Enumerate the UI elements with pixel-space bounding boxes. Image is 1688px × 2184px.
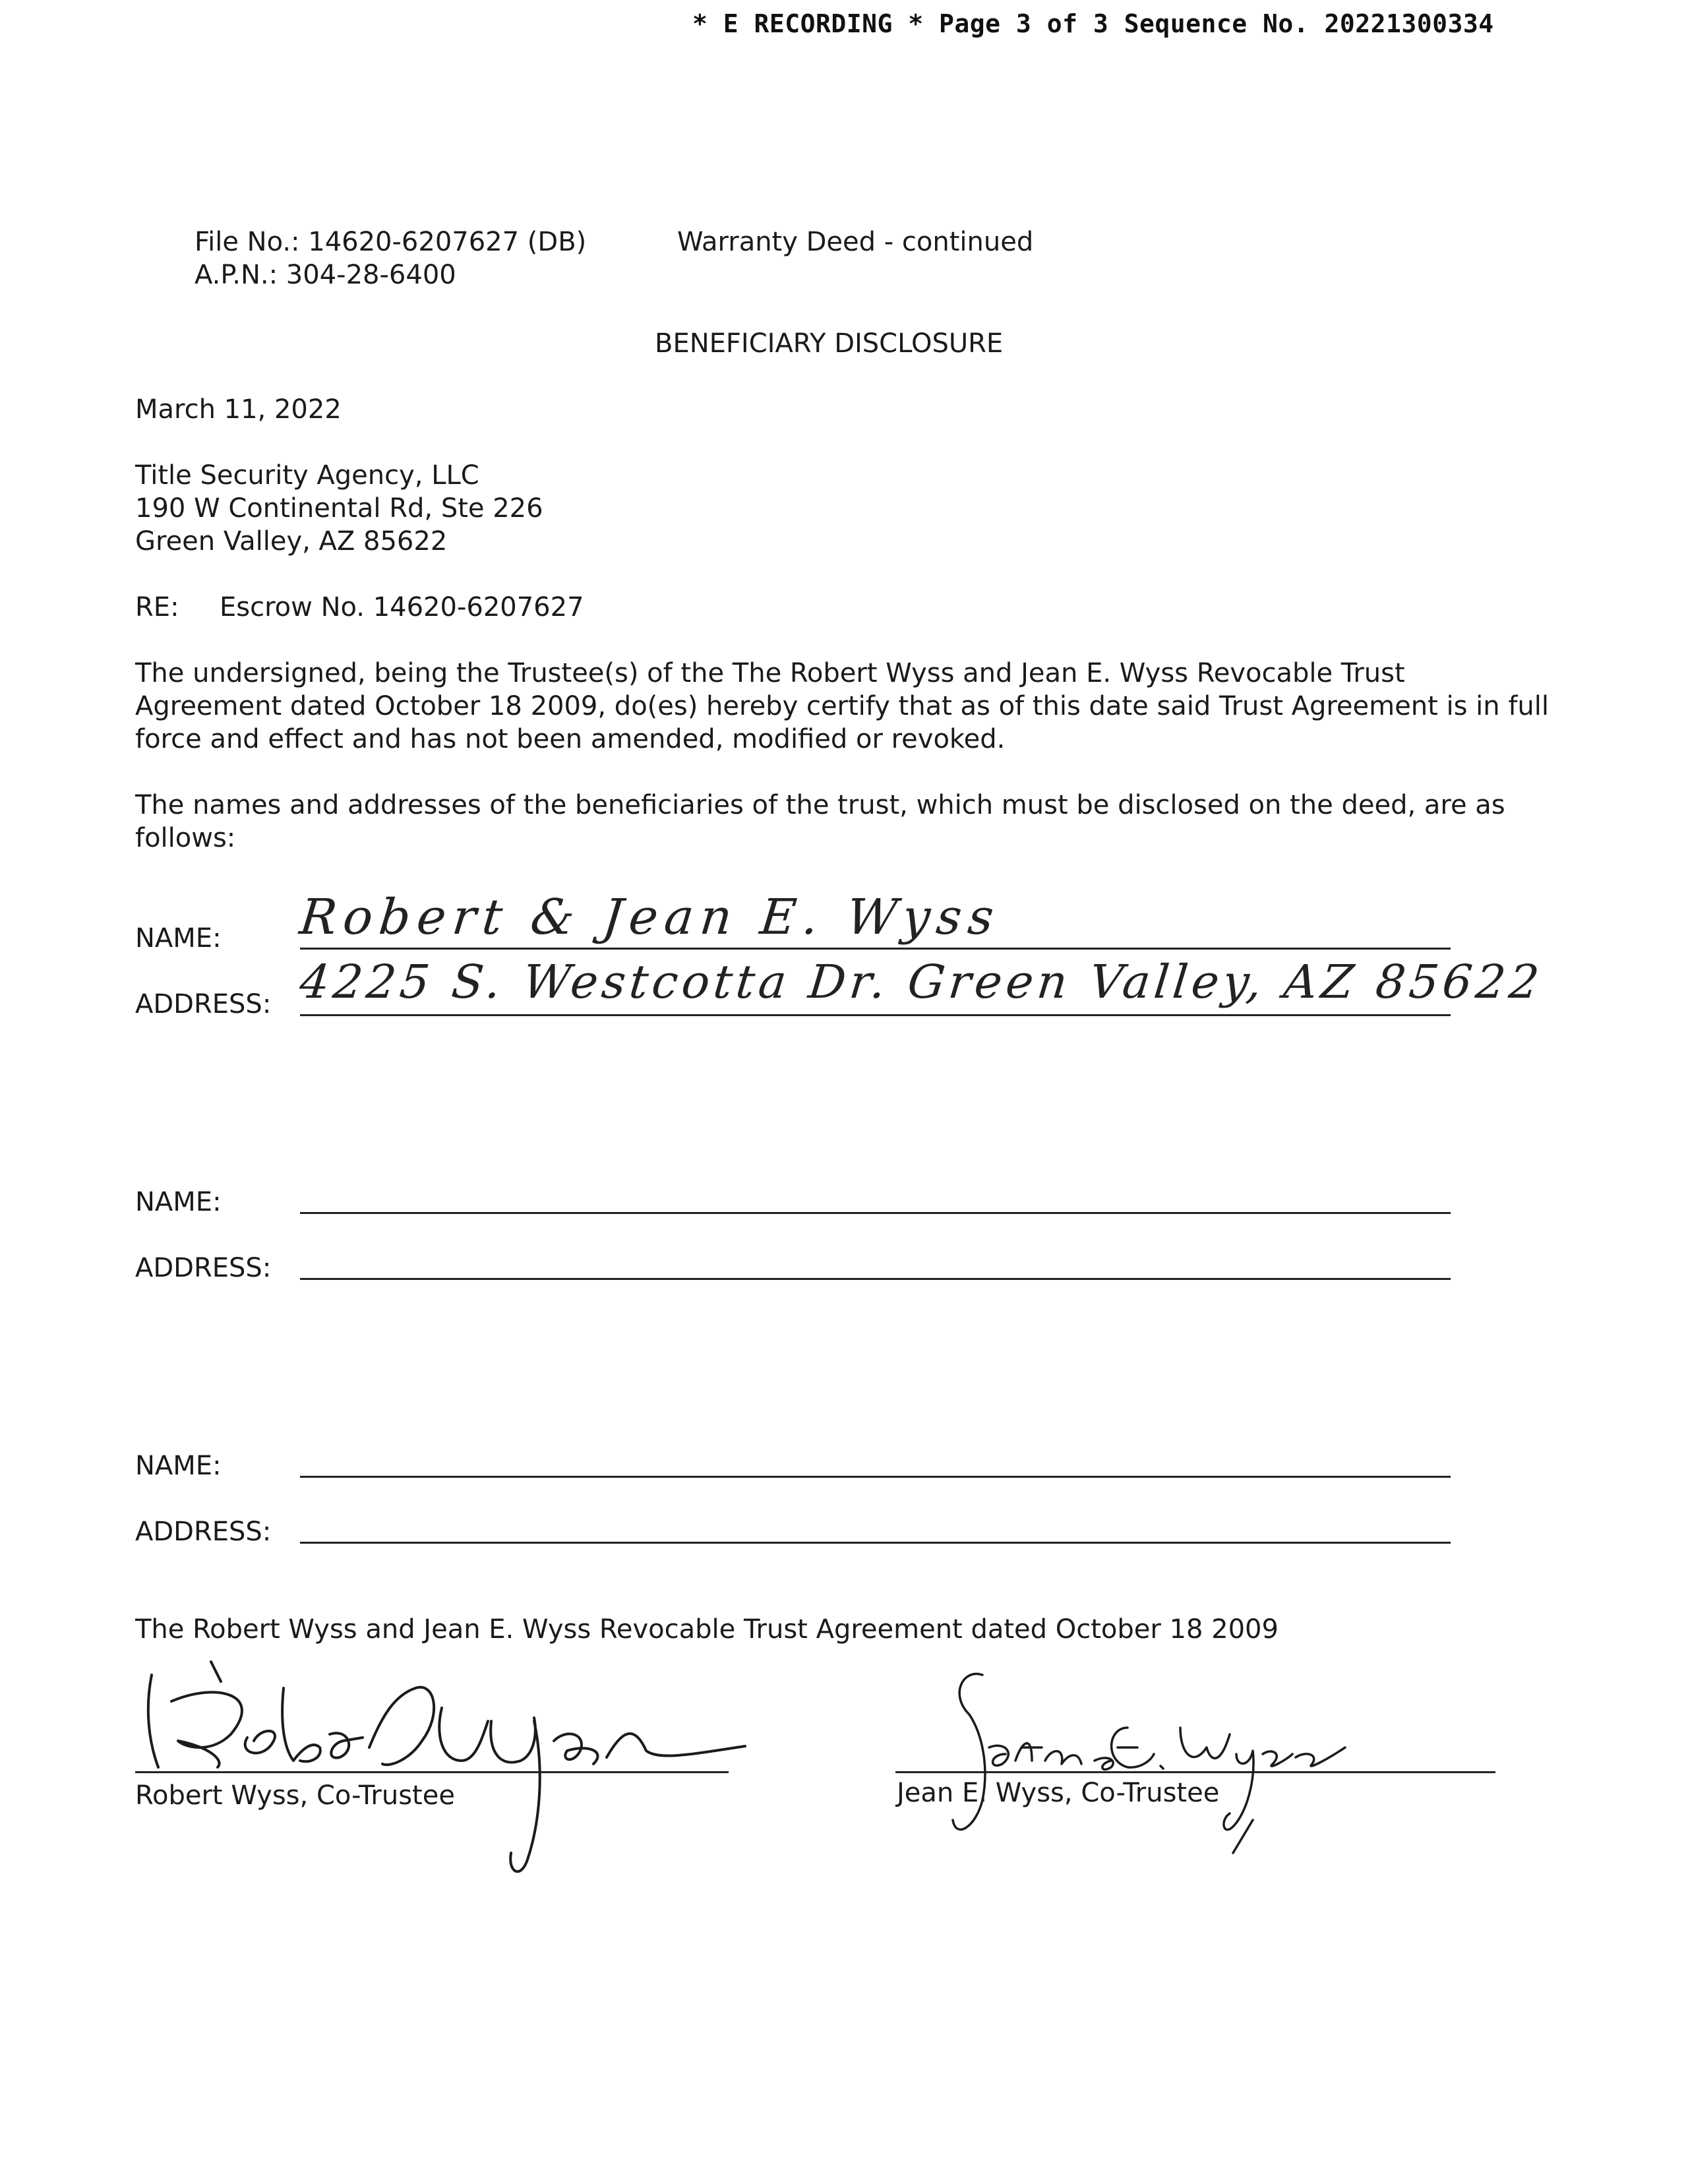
beneficiary-1-name-handwritten: Robert & Jean E. Wyss <box>297 889 1004 946</box>
jean-co-trustee-caption: Jean E. Wyss, Co-Trustee <box>897 1778 1220 1808</box>
disclosure-paragraph: The names and addresses of the beneficiaries of the trust, which must be disclosed on the deed, are as follows: <box>135 790 1505 853</box>
beneficiary-1-name-line <box>300 948 1451 950</box>
jean-wyss-signature <box>890 1655 1352 1860</box>
beneficiary-2-name-label: NAME: <box>135 1187 222 1217</box>
apn-number: A.P.N.: 304-28-6400 <box>195 260 456 290</box>
beneficiary-3-address-line <box>300 1542 1451 1544</box>
trust-name-line: The Robert Wyss and Jean E. Wyss Revocable Trust Agreement dated October 18 2009 <box>135 1614 1279 1645</box>
robert-wyss-signature <box>132 1635 765 1886</box>
document-title: Warranty Deed - continued <box>677 227 1034 257</box>
beneficiary-2-address-line <box>300 1278 1451 1280</box>
beneficiary-1-name-label: NAME: <box>135 923 222 954</box>
addressee-line-3: Green Valley, AZ 85622 <box>135 526 448 557</box>
letter-date: March 11, 2022 <box>135 394 342 425</box>
section-title: BENEFICIARY DISCLOSURE <box>655 328 1004 359</box>
recording-header: * E RECORDING * Page 3 of 3 Sequence No. 20221300334 <box>692 9 1494 38</box>
beneficiary-1-address-handwritten: 4225 S. Westcotta Dr. Green Valley, AZ 85622 <box>297 955 1546 1009</box>
file-number: File No.: 14620-6207627 (DB) <box>195 227 587 257</box>
beneficiary-3-address-label: ADDRESS: <box>135 1517 272 1547</box>
re-label: RE: <box>135 592 179 622</box>
beneficiary-2-name-line <box>300 1212 1451 1214</box>
re-escrow-number: Escrow No. 14620-6207627 <box>220 592 584 622</box>
beneficiary-2-address-label: ADDRESS: <box>135 1253 272 1283</box>
certification-paragraph: The undersigned, being the Trustee(s) of the The Robert Wyss and Jean E. Wyss Revocable Trust Agreement dated October 18 2009, do(es) hereby certify that as of this date said Trust Agreement is in full force and effect and has not been amended, modified or revoked. <box>135 658 1549 754</box>
beneficiary-1-address-label: ADDRESS: <box>135 989 272 1019</box>
addressee-line-2: 190 W Continental Rd, Ste 226 <box>135 493 543 524</box>
addressee-line-1: Title Security Agency, LLC <box>135 460 479 491</box>
robert-co-trustee-caption: Robert Wyss, Co-Trustee <box>135 1780 455 1811</box>
beneficiary-3-name-label: NAME: <box>135 1451 222 1481</box>
beneficiary-3-name-line <box>300 1476 1451 1478</box>
beneficiary-1-address-line <box>300 1014 1451 1016</box>
